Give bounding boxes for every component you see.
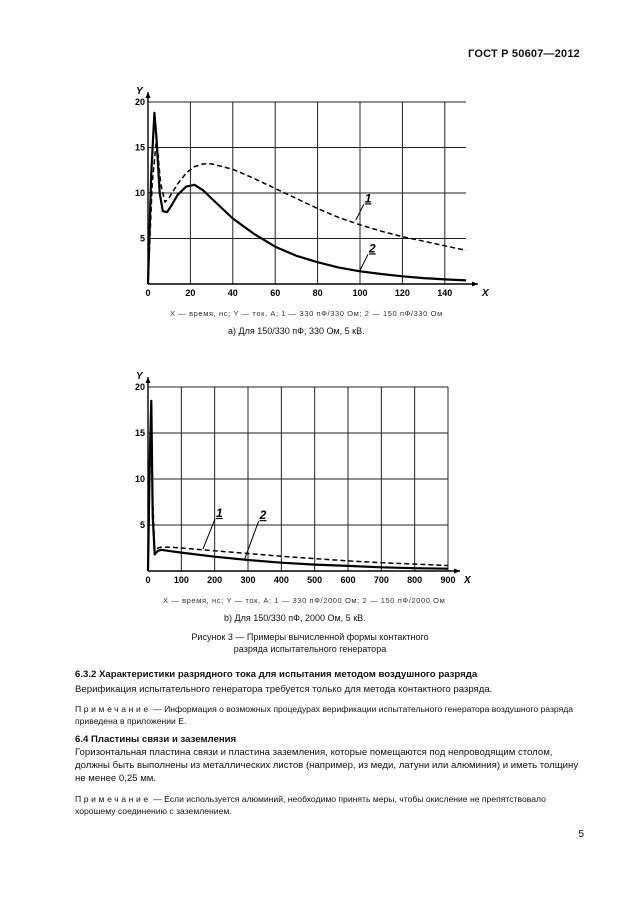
chart-b-series-2	[148, 401, 448, 571]
chart-a	[120, 72, 500, 302]
chart-a-curve-label-1: 1	[364, 191, 372, 206]
page-number: 5	[578, 829, 584, 840]
legend-b: X — время, нс; Y — ток, A; 1 — 330 пФ/2000 Ом; 2 — 150 пФ/2000 Ом	[163, 596, 446, 605]
chart-b-y-arrow	[146, 377, 151, 383]
chart-b-y-tick-label: 10	[134, 474, 145, 484]
note-2-text: — Если используется алюминий, необходимо принять меры, чтобы окисление не препятствовало хорошему соединению с заземлением.	[75, 794, 546, 816]
chart-a-x-tick-label: 40	[227, 288, 238, 298]
chart-a-x-tick-label: 120	[394, 288, 410, 298]
chart-a-y-tick-label: 5	[139, 233, 145, 244]
chart-a-x-tick-label: 100	[352, 288, 368, 298]
chart-a-curve-label-2: 2	[369, 241, 376, 256]
chart-a-y-tick-label: 10	[134, 188, 145, 198]
chart-b-x-tick-label: 700	[373, 575, 389, 585]
chart-a-x-arrow	[472, 282, 478, 287]
chart-a-x-tick-label: 0	[145, 288, 151, 298]
chart-a-x-tick-label: 140	[437, 288, 453, 298]
note-2	[75, 793, 583, 817]
chart-b-y-tick-label: 15	[134, 428, 145, 438]
standard-header: ГОСТ Р 50607—2012	[468, 48, 580, 60]
chart-a-y-axis-label: Y	[136, 86, 143, 97]
figure-caption	[100, 631, 520, 655]
caption-a: a) Для 150/330 пФ, 330 Ом, 5 кВ.	[228, 326, 365, 336]
chart-a-y-arrow	[146, 92, 151, 98]
chart-b-curve-leader-1	[203, 519, 215, 549]
chart-b-x-tick-label: 200	[207, 575, 223, 585]
figure-caption-line1: Рисунок 3 — Примеры вычисленной формы контактного	[191, 632, 429, 642]
chart-b-y-axis-label: Y	[136, 371, 143, 382]
note-1	[75, 703, 583, 727]
figure-caption-line2: разряда испытательного генератора	[233, 644, 387, 654]
note-1-text: — Информация о возможных процедурах верификации испытательного генератора воздушного разряда приведена в приложении Е.	[75, 704, 574, 726]
note-1-word: Примечание	[75, 704, 151, 714]
chart-a-series-1	[148, 138, 466, 284]
chart-a-x-tick-label: 20	[185, 288, 196, 298]
chart-a-y-tick-label: 15	[134, 142, 145, 153]
chart-b-curve-label-1: 1	[216, 505, 223, 520]
section-64-title: 6.4 Пластины связи и заземления	[75, 734, 237, 745]
chart-b-x-tick-label: 300	[240, 575, 256, 585]
chart-b-x-tick-label: 100	[173, 575, 189, 585]
chart-b-curve-label-2: 2	[259, 508, 267, 523]
chart-b-y-tick-label: 5	[139, 520, 145, 530]
chart-b-x-tick-label: 500	[307, 575, 323, 585]
legend-a: X — время, нс; Y — ток, A; 1 — 330 пФ/330 Ом; 2 — 150 пФ/330 Ом	[170, 309, 443, 318]
chart-b-curve-leader-2	[245, 521, 259, 559]
chart-b-x-tick-label: 600	[340, 575, 356, 585]
chart-a-y-tick-label: 20	[134, 97, 145, 107]
chart-b-x-arrow	[454, 569, 460, 574]
chart-a-curve-leader-2	[360, 254, 368, 270]
chart-b-x-tick-label: 400	[273, 575, 289, 585]
chart-b-x-axis-label: X	[464, 575, 471, 586]
section-64-body: Горизонтальная пластина связи и пластина заземления, которые помещаются под непроводящим столом, должны быть выполнены из металлических листов (например, из меди, латуни или алюминия) и иметь толщину не менее 0,25 мм.	[75, 747, 579, 784]
caption-b: b) Для 150/330 пФ, 2000 Ом, 5 кВ.	[224, 613, 366, 623]
chart-b-x-tick-label: 900	[440, 575, 456, 585]
chart-b	[120, 368, 490, 588]
chart-a-series-2	[148, 113, 466, 284]
note-2-word: Примечание	[75, 794, 151, 804]
chart-a-x-axis-label: X	[482, 288, 489, 299]
chart-b-x-tick-label: 800	[407, 575, 423, 585]
chart-b-x-tick-label: 0	[145, 575, 151, 585]
section-632-title: 6.3.2 Характеристики разрядного тока для испытания методом воздушного разряда	[75, 669, 478, 680]
chart-b-y-tick-label: 20	[134, 382, 145, 392]
chart-a-x-tick-label: 80	[312, 288, 323, 298]
section-632-body: Верификация испытательного генератора требуется только для метода контактного разряда.	[75, 684, 493, 695]
chart-a-x-tick-label: 60	[270, 288, 281, 298]
chart-b-series-1	[148, 415, 448, 571]
